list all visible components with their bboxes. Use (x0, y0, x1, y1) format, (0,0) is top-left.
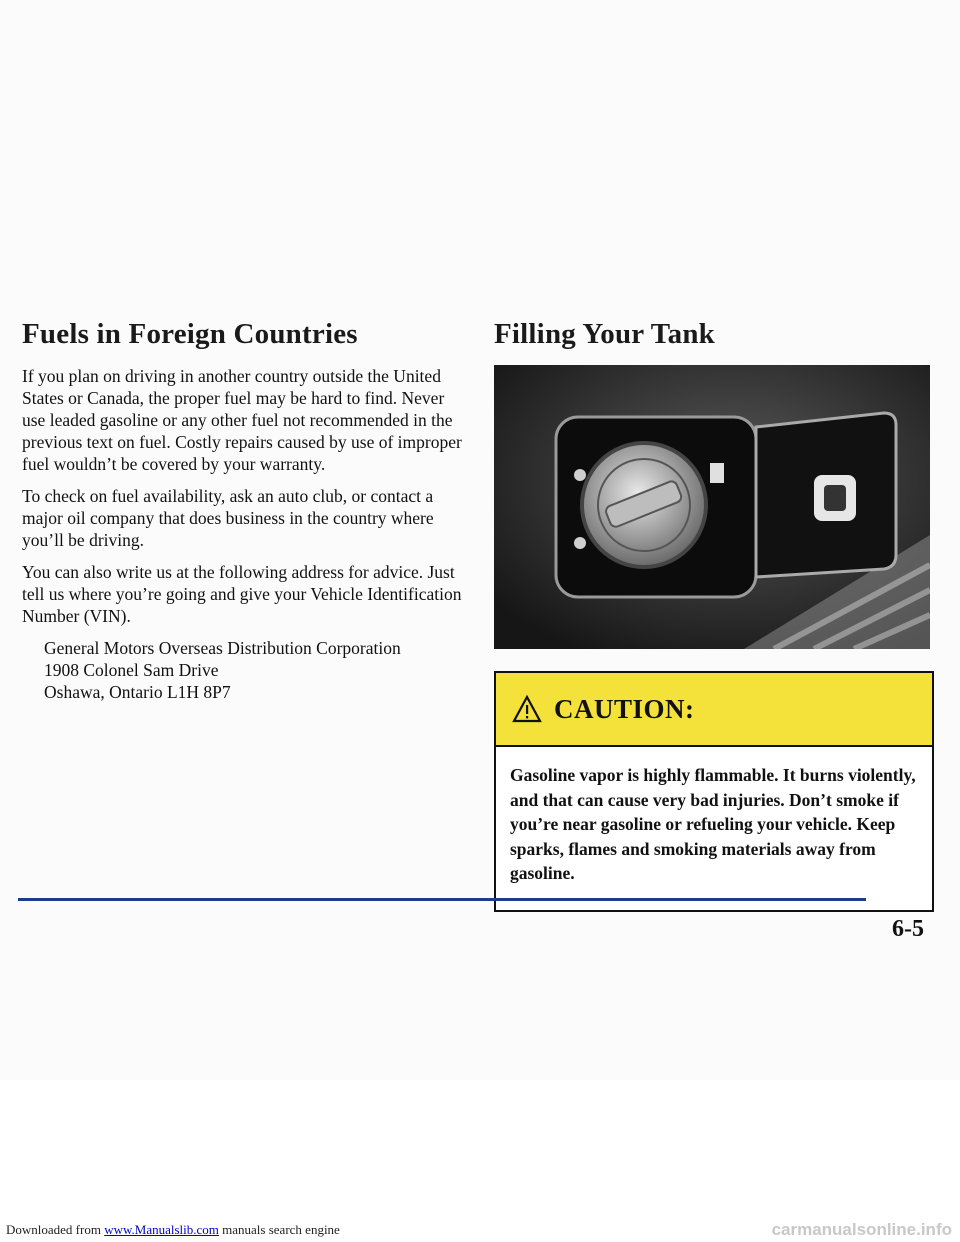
footer-prefix: Downloaded from (6, 1222, 105, 1237)
paragraph-3: You can also write us at the following address for advice. Just tell us where you’re going and give your Vehicle Identification Number (VIN). (22, 562, 462, 626)
watermark-text: carmanualsonline.info (771, 1220, 952, 1239)
address-line-1: General Motors Overseas Distribution Corporation (44, 638, 401, 658)
fuels-foreign-section (22, 318, 462, 703)
download-footer (6, 1222, 340, 1238)
fuel-door-illustration (494, 365, 930, 649)
paragraph-1: If you plan on driving in another country outside the United States or Canada, the proper fuel may be hard to find. Never use leaded gasoline or any other fuel not recommended in the previous text on fuel. Costly repairs caused by use of improper fuel wouldn’t be covered by your warranty. (22, 366, 462, 474)
manualslib-link[interactable]: www.Manualslib.com (104, 1222, 219, 1237)
caution-header (496, 673, 932, 747)
address-line-3: Oshawa, Ontario L1H 8P7 (44, 682, 231, 702)
warning-triangle-icon (512, 695, 542, 723)
caution-title: CAUTION: (554, 693, 695, 724)
footer-rule (18, 898, 866, 901)
caution-box (494, 671, 934, 912)
paragraph-2: To check on fuel availability, ask an auto club, or contact a major oil company that does business in the country where you’ll be driving. (22, 486, 434, 550)
fuel-door-photo (494, 365, 930, 649)
filling-tank-section (494, 318, 936, 912)
footer-suffix: manuals search engine (218, 1222, 340, 1237)
address-line-2: 1908 Colonel Sam Drive (44, 660, 219, 680)
caution-text: Gasoline vapor is highly flammable. It burns violently, and that can cause very bad injuries. Don’t smoke if you’re near gasoline or refueling your vehicle. Keep sparks, flames and smoking materials away from gasoline. (510, 765, 916, 883)
gm-address (44, 637, 462, 703)
page-number: 6-5 (892, 916, 924, 942)
filling-tank-title: Filling Your Tank (494, 318, 716, 350)
fuels-foreign-title: Fuels in Foreign Countries (22, 318, 358, 350)
